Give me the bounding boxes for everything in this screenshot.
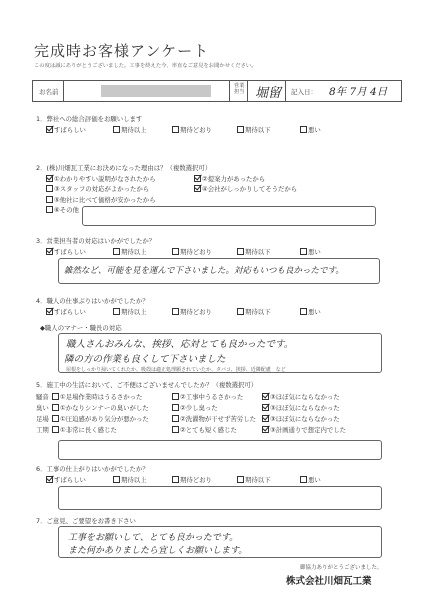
option-label: 期待どおり: [180, 248, 212, 256]
q7-question: 7．ご意見、ご要望をお書き下さい: [36, 517, 136, 525]
checkbox[interactable]: [113, 476, 120, 483]
option[interactable]: [237, 125, 271, 134]
checkbox[interactable]: [46, 206, 53, 213]
option[interactable]: [172, 414, 256, 423]
option[interactable]: [172, 475, 212, 484]
checkbox[interactable]: [172, 404, 179, 411]
checked-checkbox[interactable]: [194, 185, 201, 192]
checked-checkbox[interactable]: [46, 248, 53, 255]
q2-question: 2．(株)川畑瓦工業にお決めになった理由は？（複数選択可）: [36, 164, 212, 172]
checked-checkbox[interactable]: [262, 426, 269, 433]
option[interactable]: [52, 414, 149, 423]
checkbox[interactable]: [172, 476, 179, 483]
option[interactable]: [113, 475, 147, 484]
option-label: 悪い: [308, 476, 321, 484]
checkbox[interactable]: [300, 126, 307, 133]
option-label: 悪い: [308, 126, 321, 134]
checkbox[interactable]: [300, 248, 307, 255]
option[interactable]: [46, 205, 79, 214]
option[interactable]: [237, 247, 271, 256]
q4-comment-line2: 隣の方の作業も良くして下さいました: [64, 354, 226, 365]
info-divider: [285, 81, 286, 101]
option[interactable]: [172, 247, 212, 256]
option-label: 悪い: [308, 248, 321, 256]
survey-intro: この度は誠にありがとうございました。工事を終えた今、率直なご意見をお聞かせください。: [34, 63, 257, 69]
option[interactable]: [46, 475, 86, 484]
option-label: ②工事中うるさかった: [180, 393, 244, 401]
checkbox[interactable]: [172, 308, 179, 315]
option-label: すばらしい: [54, 476, 86, 484]
option-label: ④会社がしっかりしてそうだから: [202, 185, 298, 193]
checkbox[interactable]: [52, 393, 59, 400]
q5-comment-bracket: [58, 440, 382, 460]
q1-question: 1．弊社への総合評価をお願いします: [36, 115, 143, 123]
option-label: 悪い: [308, 308, 321, 316]
q4-note: 屋根をしっかり掃いてくれたか、吸殻は適正処理願されていたか、タバコ、挨拶、近隣配慮 など: [66, 367, 286, 373]
checkbox[interactable]: [172, 126, 179, 133]
checkbox[interactable]: [300, 476, 307, 483]
option-label: ③ほぼ気にならなかった: [270, 404, 340, 412]
option-label: 期待どおり: [180, 126, 212, 134]
thanks-text: 御協力ありがとうございました。: [300, 565, 383, 571]
q4-question: 4．職人の仕事ぶりはいかがでしたか？: [36, 297, 149, 305]
option[interactable]: [46, 307, 86, 316]
option[interactable]: [172, 392, 243, 401]
checked-checkbox[interactable]: [46, 308, 53, 315]
checkbox[interactable]: [113, 126, 120, 133]
date-value: 8年 7月 4日: [329, 86, 388, 98]
option[interactable]: [52, 425, 117, 434]
option-label: 期待以下: [245, 248, 271, 256]
checkbox[interactable]: [300, 308, 307, 315]
checkbox[interactable]: [113, 308, 120, 315]
q4-sub-label: ◆職人のマナー・職長の対応: [40, 324, 122, 332]
option-label: 期待以上: [121, 126, 147, 134]
q5-row-label: 足場: [36, 415, 49, 423]
option-label: ③ほぼ気にならなかった: [270, 393, 340, 401]
redacted-name: [101, 85, 211, 97]
checkbox[interactable]: [172, 415, 179, 422]
option[interactable]: [46, 195, 156, 204]
option[interactable]: [262, 403, 340, 412]
option-label: 期待以上: [121, 248, 147, 256]
option[interactable]: [172, 125, 212, 134]
q5-row-label: 臭い: [36, 404, 49, 412]
option[interactable]: [46, 174, 156, 183]
option[interactable]: [194, 174, 265, 183]
option-label: ②提案力があったから: [202, 175, 266, 183]
option[interactable]: [52, 403, 149, 412]
q7-comment-line1: 工事をお願いして、とても良かったです。: [68, 533, 239, 543]
option-label: ③計画通りで想定内でした: [270, 426, 347, 434]
q6-comment-bracket: [58, 486, 382, 510]
checkbox[interactable]: [237, 308, 244, 315]
option-label: ①非常に長く感じた: [60, 426, 117, 434]
option-label: ①圧迫感があり気分が悪かった: [60, 415, 149, 423]
option[interactable]: [113, 125, 147, 134]
option-label: ①足場作業時はうるさかった: [60, 393, 143, 401]
checkbox[interactable]: [52, 404, 59, 411]
option-label: 期待以下: [245, 308, 271, 316]
checkbox[interactable]: [46, 196, 53, 203]
checked-checkbox[interactable]: [194, 175, 201, 182]
info-divider: [63, 81, 64, 101]
q6-question: 6．工事の仕上がりはいかがでしたか？: [36, 465, 149, 473]
checked-checkbox[interactable]: [46, 126, 53, 133]
option-label: 期待以上: [121, 308, 147, 316]
option-label: ⑤他社に比べて価格が安かったから: [54, 196, 156, 204]
q4-comment-line1: 職人さんおみんな、挨拶、応対とても良かったです。: [66, 339, 294, 350]
option[interactable]: [300, 247, 321, 256]
checkbox[interactable]: [172, 426, 179, 433]
checked-checkbox[interactable]: [262, 404, 269, 411]
sales-rep-name: 堀留: [255, 86, 282, 101]
option-label: 期待以下: [245, 126, 271, 134]
option[interactable]: [52, 392, 142, 401]
company-name: 株式会社川畑瓦工業: [286, 576, 372, 587]
option-label: ⑥その他: [54, 206, 79, 214]
checkbox[interactable]: [52, 415, 59, 422]
option[interactable]: [194, 184, 297, 193]
option-label: 期待以下: [245, 476, 271, 484]
name-label: お名前: [39, 88, 59, 96]
q5-row-label: 工期: [36, 426, 49, 434]
option[interactable]: [46, 184, 149, 193]
option-label: ①かなりシンナーの臭いがした: [60, 404, 149, 412]
info-divider: [229, 81, 230, 101]
checkbox[interactable]: [52, 426, 59, 433]
q3-question: 3．営業担当者の対応はいかがでしたか？: [36, 237, 156, 245]
option[interactable]: [172, 425, 237, 434]
option[interactable]: [237, 307, 271, 316]
q5-question: 5．施工中の生活において、ご不便はございませんでしたか？（複数選択可）: [36, 381, 258, 389]
option[interactable]: [262, 392, 340, 401]
info-divider: [247, 81, 248, 101]
option[interactable]: [46, 125, 86, 134]
q5-row-label: 騒音: [36, 393, 49, 401]
option-label: すばらしい: [54, 248, 86, 256]
checkbox[interactable]: [46, 185, 53, 192]
q7-comment-line2: また何かありましたら宜しくお願いします。: [68, 546, 248, 556]
option[interactable]: [262, 414, 340, 423]
q2-other-bracket: [82, 206, 376, 226]
checkbox[interactable]: [172, 393, 179, 400]
date-label: 記入日：: [291, 88, 317, 96]
option-label: 期待どおり: [180, 308, 212, 316]
checkbox[interactable]: [237, 126, 244, 133]
option-label: ②少し臭った: [180, 404, 218, 412]
option-label: すばらしい: [54, 126, 86, 134]
option[interactable]: [46, 247, 86, 256]
customer-info-box: [32, 80, 402, 102]
option-label: ③スタッフの対応がよかったから: [54, 185, 150, 193]
sales-rep-label: 営業担当: [234, 83, 245, 96]
option[interactable]: [300, 125, 321, 134]
option-label: ②洗濯物が干せず苦労した: [180, 415, 257, 423]
option[interactable]: [172, 403, 218, 412]
option[interactable]: [300, 475, 321, 484]
q3-comment: 雑然など、可能を見を運んで下さいました。対応もいつも良かったです。: [64, 266, 344, 276]
checkbox[interactable]: [172, 248, 179, 255]
checkbox[interactable]: [237, 248, 244, 255]
checked-checkbox[interactable]: [46, 175, 53, 182]
option-label: ①わかりやすい説明がなされたから: [54, 175, 156, 183]
checked-checkbox[interactable]: [262, 415, 269, 422]
option-label: ②とても短く感じた: [180, 426, 237, 434]
option[interactable]: [113, 247, 147, 256]
survey-title: 完成時お客様アンケート: [34, 42, 210, 60]
option-label: ③ほぼ気にならなかった: [270, 415, 340, 423]
option[interactable]: [300, 307, 321, 316]
option[interactable]: [172, 307, 212, 316]
option-label: すばらしい: [54, 308, 86, 316]
option[interactable]: [113, 307, 147, 316]
option[interactable]: [262, 425, 346, 434]
checked-checkbox[interactable]: [262, 393, 269, 400]
option-label: 期待どおり: [180, 476, 212, 484]
checkbox[interactable]: [113, 248, 120, 255]
option[interactable]: [237, 475, 271, 484]
option-label: 期待以上: [121, 476, 147, 484]
checkbox[interactable]: [237, 476, 244, 483]
checked-checkbox[interactable]: [46, 476, 53, 483]
